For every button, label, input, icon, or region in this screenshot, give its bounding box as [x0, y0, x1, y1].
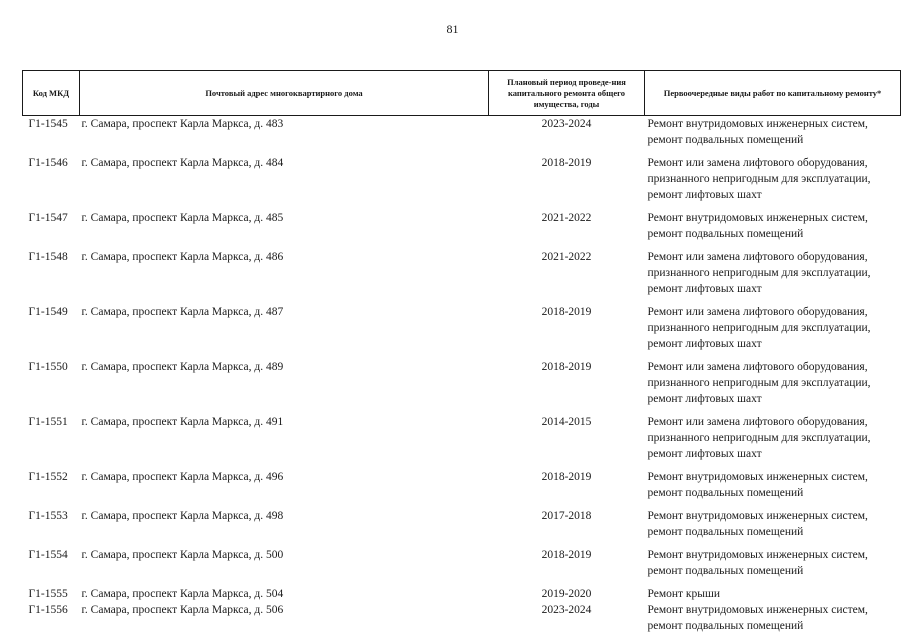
row-spacer	[23, 203, 901, 210]
header-address: Почтовый адрес многоквартирного дома	[80, 71, 489, 116]
table-row	[23, 586, 901, 602]
work-line: признанного непригодным для эксплуатации,	[647, 432, 871, 444]
row-works	[645, 116, 901, 149]
work-line: Ремонт внутридомовых инженерных систем,	[647, 604, 868, 616]
row-code: Г1-1546	[28, 157, 68, 169]
row-spacer	[23, 242, 901, 249]
row-address: г. Самара, проспект Карла Маркса, д. 489	[81, 361, 284, 373]
row-works	[645, 359, 901, 407]
work-line: Ремонт или замена лифтового оборудования,	[647, 157, 868, 169]
row-works	[645, 249, 901, 297]
work-line: Ремонт внутридомовых инженерных систем,	[647, 212, 868, 224]
row-spacer	[23, 297, 901, 304]
row-code: Г1-1547	[28, 212, 68, 224]
row-spacer	[23, 407, 901, 414]
work-line: Ремонт внутридомовых инженерных систем,	[647, 510, 868, 522]
work-line: Ремонт крыши	[647, 588, 721, 600]
row-address: г. Самара, проспект Карла Маркса, д. 484	[81, 157, 284, 169]
work-line: Ремонт или замена лифтового оборудования,	[647, 416, 868, 428]
row-spacer	[23, 540, 901, 547]
row-code: Г1-1552	[28, 471, 68, 483]
row-address: г. Самара, проспект Карла Маркса, д. 500	[81, 549, 284, 561]
row-spacer-cell	[23, 297, 901, 304]
row-period: 2018-2019	[541, 157, 592, 169]
row-period: 2023-2024	[541, 118, 592, 130]
work-line: ремонт лифтовых шахт	[647, 283, 762, 295]
table-row	[23, 249, 901, 297]
row-period: 2017-2018	[541, 510, 592, 522]
work-line: ремонт подвальных помещений	[647, 487, 804, 499]
row-spacer-cell	[23, 501, 901, 508]
row-works	[645, 508, 901, 540]
row-period: 2021-2022	[541, 212, 592, 224]
row-works	[645, 304, 901, 352]
work-line: ремонт лифтовых шахт	[647, 448, 762, 460]
table-row	[23, 469, 901, 501]
row-works	[645, 547, 901, 579]
row-period: 2019-2020	[541, 588, 592, 600]
row-address: г. Самара, проспект Карла Маркса, д. 496	[81, 471, 284, 483]
capital-repair-table	[22, 70, 901, 634]
row-spacer	[23, 462, 901, 469]
table-row	[23, 155, 901, 203]
table-header	[23, 71, 901, 116]
table-row	[23, 304, 901, 352]
row-works	[645, 414, 901, 462]
work-line: ремонт лифтовых шахт	[647, 393, 762, 405]
row-address: г. Самара, проспект Карла Маркса, д. 504	[81, 588, 284, 600]
row-address: г. Самара, проспект Карла Маркса, д. 506	[81, 604, 284, 616]
work-line: ремонт подвальных помещений	[647, 134, 804, 146]
row-spacer	[23, 579, 901, 586]
row-code: Г1-1545	[28, 118, 68, 130]
header-code: Код МКД	[23, 71, 80, 116]
row-code: Г1-1549	[28, 306, 68, 318]
table-row	[23, 210, 901, 242]
header-period: Плановый период проведе-ния капитального ремонта общего имущества, годы	[489, 71, 645, 116]
row-period: 2018-2019	[541, 471, 592, 483]
work-line: признанного непригодным для эксплуатации,	[647, 173, 871, 185]
row-period: 2018-2019	[541, 549, 592, 561]
row-code: Г1-1551	[28, 416, 68, 428]
row-spacer-cell	[23, 242, 901, 249]
work-line: Ремонт или замена лифтового оборудования,	[647, 361, 868, 373]
row-address: г. Самара, проспект Карла Маркса, д. 498	[81, 510, 284, 522]
page-number: 81	[446, 22, 459, 36]
row-code: Г1-1553	[28, 510, 68, 522]
header-works: Первоочередные виды работ по капитальному ремонту*	[645, 71, 901, 116]
work-line: ремонт подвальных помещений	[647, 228, 804, 240]
row-period: 2018-2019	[541, 306, 592, 318]
row-spacer-cell	[23, 579, 901, 586]
row-code: Г1-1548	[28, 251, 68, 263]
row-spacer-cell	[23, 540, 901, 547]
row-works	[645, 155, 901, 203]
table-row	[23, 547, 901, 579]
work-line: ремонт лифтовых шахт	[647, 338, 762, 350]
row-period: 2021-2022	[541, 251, 592, 263]
work-line: Ремонт внутридомовых инженерных систем,	[647, 549, 868, 561]
row-spacer-cell	[23, 203, 901, 210]
table-row	[23, 508, 901, 540]
row-period: 2018-2019	[541, 361, 592, 373]
row-spacer-cell	[23, 352, 901, 359]
work-line: ремонт подвальных помещений	[647, 565, 804, 577]
work-line: ремонт подвальных помещений	[647, 620, 804, 632]
row-address: г. Самара, проспект Карла Маркса, д. 491	[81, 416, 284, 428]
row-code: Г1-1556	[28, 604, 68, 616]
row-works	[645, 469, 901, 501]
row-period: 2014-2015	[541, 416, 592, 428]
work-line: ремонт подвальных помещений	[647, 526, 804, 538]
work-line: признанного непригодным для эксплуатации,	[647, 267, 871, 279]
row-spacer-cell	[23, 462, 901, 469]
table-row	[23, 116, 901, 149]
row-code: Г1-1555	[28, 588, 68, 600]
row-address: г. Самара, проспект Карла Маркса, д. 485	[81, 212, 284, 224]
row-code: Г1-1550	[28, 361, 68, 373]
row-works	[645, 602, 901, 634]
work-line: признанного непригодным для эксплуатации,	[647, 377, 871, 389]
work-line: признанного непригодным для эксплуатации,	[647, 322, 871, 334]
row-spacer	[23, 352, 901, 359]
table-row	[23, 414, 901, 462]
table-row	[23, 602, 901, 634]
row-spacer-cell	[23, 148, 901, 155]
table-body	[23, 116, 901, 635]
work-line: Ремонт или замена лифтового оборудования,	[647, 306, 868, 318]
table-row	[23, 359, 901, 407]
work-line: Ремонт внутридомовых инженерных систем,	[647, 471, 868, 483]
work-line: ремонт лифтовых шахт	[647, 189, 762, 201]
row-period: 2023-2024	[541, 604, 592, 616]
row-spacer-cell	[23, 407, 901, 414]
work-line: Ремонт внутридомовых инженерных систем,	[647, 118, 868, 130]
row-address: г. Самара, проспект Карла Маркса, д. 487	[81, 306, 284, 318]
work-line: Ремонт или замена лифтового оборудования,	[647, 251, 868, 263]
row-spacer	[23, 148, 901, 155]
row-works	[645, 210, 901, 242]
row-works	[645, 586, 901, 602]
row-spacer	[23, 501, 901, 508]
row-address: г. Самара, проспект Карла Маркса, д. 483	[81, 118, 284, 130]
row-code: Г1-1554	[28, 549, 68, 561]
row-address: г. Самара, проспект Карла Маркса, д. 486	[81, 251, 284, 263]
